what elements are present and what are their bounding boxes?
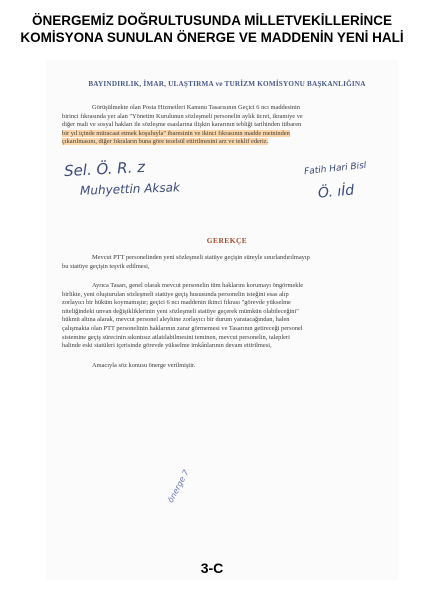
signature-right-top: Fatih Hari Bisl — [303, 160, 367, 178]
rationale-line: hükmü altına alarak, mevcut personel aleyhine zorlayıcı bir durum yaratacağından, halen — [62, 316, 290, 324]
motion-line — [62, 138, 392, 147]
rationale-line: Ayrıca Tasarı, genel olarak mevcut personelin tüm haklarını korumayı öngörmekle — [92, 282, 304, 289]
rationale-paragraph-3 — [92, 362, 392, 371]
motion-line: diğer mali ve sosyal hakları ile sözleşme esaslarına ilişkin kararının tebliği tarihinden itibaren — [62, 121, 302, 129]
margin-note: önerge 7 — [166, 468, 191, 505]
rationale-paragraph-2 — [62, 282, 392, 351]
page-number: 3-C — [200, 560, 224, 576]
motion-line: birinci fıkrasında yer alan "Yönetim Kurulunun sözleşmeli personelin aylık ücret, ikramiye ve — [62, 112, 303, 120]
page-header — [0, 12, 424, 46]
highlighted-text: bir yıl içinde müracaat etmek koşuluyla" ibaresinin ve ikinci fıkrasının madde metninden — [62, 129, 290, 137]
motion-line: Görüşülmekte olan Posta Hizmetleri Kanunu Tasarısının Geçici 6 ncı maddesinin — [92, 104, 300, 111]
highlighted-text: çıkarılmasını, diğer fıkraların buna göre teselsül ettirilmesini arz ve teklif ederiz. — [62, 138, 269, 146]
rationale-paragraph-1 — [62, 254, 392, 271]
rationale-line: Mevcut PTT personelinden yeni sözleşmeli statüye geçişin süreyle sınırlandırılmayıp — [92, 254, 310, 261]
page-header-line-2: KOMİSYONA SUNULAN ÖNERGE VE MADDENİN YENİ HALİ — [20, 30, 404, 45]
rationale-line: Amacıyla söz konusu önerge verilmiştir. — [92, 362, 196, 369]
signature-left-top: Sel. Ö. R. z — [63, 157, 146, 181]
rationale-line: çalışmakta olan PTT personelinin haklarının zarar görmemesi ve Tasarının getireceği personel — [62, 324, 303, 332]
rationale-line: halinde eski statüleri içerisinde görevde yükselme imkânlarının devam ettirilmesi, — [62, 342, 272, 350]
motion-text — [62, 104, 392, 147]
signature-left-bottom: Muhyettin Aksak — [79, 180, 181, 198]
rationale-line: birlikte, yeni oluşturulan sözleşmeli statüye geçiş hususunda personelin isteğini esas alıp — [62, 290, 289, 298]
page-header-line-1: ÖNERGEMİZ DOĞRULTUSUNDA MİLLETVEKİLLERİNCE — [32, 13, 392, 28]
committee-title: BAYINDIRLIK, İMAR, ULAŞTIRMA ve TURİZM KOMİSYONU BAŞKANLIĞINA — [88, 80, 366, 88]
signature-right-bottom: Ö. ıİd — [317, 182, 355, 202]
rationale-line: zorlayıcı bir hüküm koymamıştır; geçici 6 ncı maddenin ikinci fıkrası "görevde yükselme — [62, 299, 291, 307]
rationale-line: bu statüye geçişin teşvik edilmesi, — [62, 262, 150, 270]
rationale-heading: GEREKÇE — [206, 236, 248, 245]
rationale-line: sistemine geçiş sürecinin sıkıntısız atlatılabilmesini teminen, mevcut personelin, talepleri — [62, 333, 290, 341]
rationale-line: niteliğindeki unvan değişikliklerinin yeni sözleşmeli statüye geçerek mümkün olabileceğini" — [62, 307, 299, 315]
motion-line — [62, 130, 392, 139]
